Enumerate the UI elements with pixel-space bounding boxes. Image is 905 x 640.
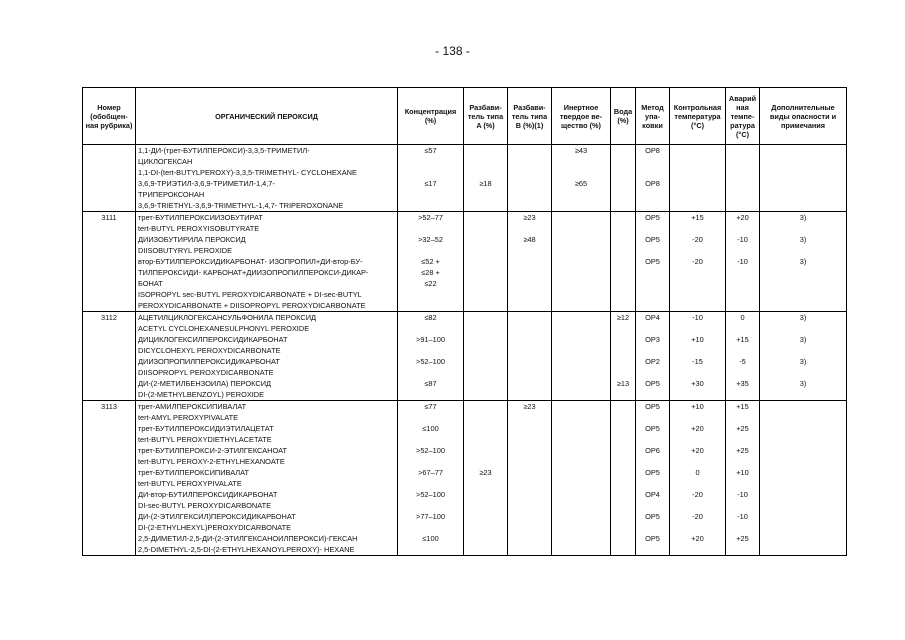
water-cell	[611, 511, 636, 533]
peroxide-name-line: ДИ-(2-ЭТИЛГЕКСИЛ)ПЕРОКСИДИКАРБОНАТ	[138, 512, 296, 521]
peroxide-name-line: 2,5-ДИМЕТИЛ-2,5-ДИ-(2-ЭТИЛГЕКСАНОИЛПЕРОКСИ)-ГЕКСАН	[138, 534, 358, 543]
peroxide-name-cell	[136, 256, 398, 312]
water-cell	[611, 533, 636, 556]
peroxide-name-line: DI-sec-BUTYL PEROXYDICARBONATE	[138, 501, 272, 510]
control-temperature-cell	[670, 178, 726, 212]
un-number-cell	[83, 467, 136, 489]
water-cell	[611, 145, 636, 179]
table-row	[83, 533, 847, 556]
concentration-line: >52–100	[416, 446, 445, 455]
control-temperature-cell: -20	[670, 256, 726, 312]
peroxide-name-cell	[136, 212, 398, 235]
inert-solid-cell	[552, 378, 611, 401]
inert-solid-cell	[552, 489, 611, 511]
un-number-cell: 3113	[83, 401, 136, 424]
table-row	[83, 334, 847, 356]
header-packing-method: Метод упа-ковки	[636, 88, 670, 145]
inert-solid-cell	[552, 467, 611, 489]
peroxide-name-line: ISOPROPYL sec-BUTYL PEROXYDICARBONATE + DI-sec-BUTYL	[138, 290, 362, 299]
peroxide-name-line: DIISOBUTYRYL PEROXIDE	[138, 246, 233, 255]
peroxide-name-line: DI-(2-METHYLBENZOYL) PEROXIDE	[138, 390, 265, 399]
concentration-cell	[398, 312, 464, 335]
diluent-b-cell	[508, 445, 552, 467]
concentration-line: ≤57	[424, 146, 437, 155]
notes-cell: 3)	[760, 356, 847, 378]
table-row	[83, 511, 847, 533]
peroxide-name-line: 3,6,9-TRIETHYL-3,6,9-TRIMETHYL-1,4,7- TRIPEROXONANE	[138, 201, 344, 210]
concentration-line: >67–77	[418, 468, 443, 477]
packing-method-cell: OP4	[636, 312, 670, 335]
peroxide-name-line: DICYCLOHEXYL PEROXYDICARBONATE	[138, 346, 281, 355]
emergency-temperature-cell	[726, 178, 760, 212]
concentration-cell	[398, 445, 464, 467]
peroxide-name-cell	[136, 533, 398, 556]
packing-method-cell: OP5	[636, 401, 670, 424]
notes-cell	[760, 445, 847, 467]
diluent-b-cell: ≥23	[508, 212, 552, 235]
peroxide-name-cell	[136, 234, 398, 256]
diluent-b-cell: ≥48	[508, 234, 552, 256]
un-number-cell	[83, 533, 136, 556]
notes-cell	[760, 511, 847, 533]
inert-solid-cell	[552, 312, 611, 335]
water-cell	[611, 256, 636, 312]
peroxide-name-cell	[136, 178, 398, 212]
notes-cell	[760, 401, 847, 424]
control-temperature-cell: +20	[670, 533, 726, 556]
diluent-a-cell: ≥18	[464, 178, 508, 212]
control-temperature-cell: 0	[670, 467, 726, 489]
control-temperature-cell: +20	[670, 423, 726, 445]
notes-cell: 3)	[760, 378, 847, 401]
peroxide-name-cell	[136, 356, 398, 378]
packing-method-cell: OP5	[636, 256, 670, 312]
peroxide-name-line: PEROXYDICARBONATE + DIISOPROPYL PEROXYDICARBONATE	[138, 301, 366, 310]
emergency-temperature-cell: +20	[726, 212, 760, 235]
emergency-temperature-cell: -10	[726, 234, 760, 256]
inert-solid-cell: ≥65	[552, 178, 611, 212]
concentration-cell	[398, 212, 464, 235]
table-row	[83, 356, 847, 378]
emergency-temperature-cell: -5	[726, 356, 760, 378]
organic-peroxides-table	[82, 87, 847, 556]
concentration-cell	[398, 423, 464, 445]
diluent-a-cell	[464, 234, 508, 256]
diluent-a-cell	[464, 378, 508, 401]
packing-method-cell: OP5	[636, 378, 670, 401]
diluent-b-cell	[508, 356, 552, 378]
diluent-b-cell	[508, 256, 552, 312]
packing-method-cell: OP5	[636, 533, 670, 556]
packing-method-cell: OP5	[636, 212, 670, 235]
notes-cell	[760, 178, 847, 212]
table-row	[83, 234, 847, 256]
un-number-cell	[83, 234, 136, 256]
packing-method-cell: OP6	[636, 445, 670, 467]
emergency-temperature-cell: +25	[726, 423, 760, 445]
peroxide-name-cell	[136, 489, 398, 511]
concentration-line: ≤87	[424, 379, 437, 388]
notes-cell: 3)	[760, 312, 847, 335]
concentration-cell	[398, 533, 464, 556]
control-temperature-cell: +30	[670, 378, 726, 401]
header-concentration: Концентрация (%)	[398, 88, 464, 145]
table-row	[83, 312, 847, 335]
water-cell	[611, 401, 636, 424]
inert-solid-cell: ≥43	[552, 145, 611, 179]
concentration-line: ≤100	[422, 424, 439, 433]
diluent-a-cell	[464, 401, 508, 424]
emergency-temperature-cell: -10	[726, 511, 760, 533]
un-number-cell	[83, 445, 136, 467]
peroxide-name-line: трет-БУТИЛПЕРОКСИДИЭТИЛАЦЕТАТ	[138, 424, 274, 433]
header-control-temperature: Контрольная температура (°C)	[670, 88, 726, 145]
packing-method-cell: OP8	[636, 178, 670, 212]
diluent-b-cell: ≥23	[508, 401, 552, 424]
concentration-cell	[398, 489, 464, 511]
peroxide-name-line: tert-BUTYL PEROXYPIVALATE	[138, 479, 242, 488]
inert-solid-cell	[552, 533, 611, 556]
diluent-b-cell	[508, 178, 552, 212]
inert-solid-cell	[552, 256, 611, 312]
water-cell	[611, 356, 636, 378]
diluent-a-cell	[464, 423, 508, 445]
peroxide-name-line: DIISOPROPYL PEROXYDICARBONATE	[138, 368, 274, 377]
notes-cell	[760, 145, 847, 179]
header-inert-solid: Инертное твердое ве-щество (%)	[552, 88, 611, 145]
table-row	[83, 212, 847, 235]
peroxide-name-cell	[136, 423, 398, 445]
concentration-cell	[398, 334, 464, 356]
notes-cell	[760, 533, 847, 556]
table-row	[83, 378, 847, 401]
peroxide-name-line: 2,5-DIMETHYL-2,5-DI-(2-ETHYLHEXANOYLPEROXY)- HEXANE	[138, 545, 355, 554]
inert-solid-cell	[552, 234, 611, 256]
peroxide-name-line: ДИ-втор-БУТИЛПЕРОКСИДИКАРБОНАТ	[138, 490, 278, 499]
table-row	[83, 445, 847, 467]
water-cell	[611, 334, 636, 356]
un-number-cell	[83, 356, 136, 378]
diluent-b-cell	[508, 378, 552, 401]
peroxide-name-line: tert-AMYL PEROXYPIVALATE	[138, 413, 239, 422]
notes-cell	[760, 489, 847, 511]
concentration-line: ≤52 +	[421, 257, 440, 266]
header-diluent-a: Разбави-тель типа A (%)	[464, 88, 508, 145]
inert-solid-cell	[552, 334, 611, 356]
header-emergency-temperature: Аварий ная темпе-ратура (°C)	[726, 88, 760, 145]
un-number-cell	[83, 178, 136, 212]
peroxide-name-line: ACETYL CYCLOHEXANESULPHONYL PEROXIDE	[138, 324, 310, 333]
concentration-line: >32–52	[418, 235, 443, 244]
peroxide-name-cell	[136, 511, 398, 533]
inert-solid-cell	[552, 212, 611, 235]
inert-solid-cell	[552, 423, 611, 445]
peroxide-name-line: ТРИПЕРОКСОНАН	[138, 190, 205, 199]
water-cell	[611, 178, 636, 212]
header-organic-peroxide: ОРГАНИЧЕСКИЙ ПЕРОКСИД	[136, 88, 398, 145]
concentration-line: ≤100	[422, 534, 439, 543]
un-number-cell	[83, 256, 136, 312]
concentration-line: ≤22	[424, 279, 437, 288]
water-cell: ≥12	[611, 312, 636, 335]
diluent-b-cell	[508, 312, 552, 335]
packing-method-cell: OP5	[636, 423, 670, 445]
emergency-temperature-cell: -10	[726, 256, 760, 312]
diluent-b-cell	[508, 423, 552, 445]
un-number-cell	[83, 423, 136, 445]
emergency-temperature-cell	[726, 145, 760, 179]
table-body	[83, 145, 847, 556]
peroxide-name-line: tert-BUTYL PEROXYDIETHYLACETATE	[138, 435, 272, 444]
header-un-number: Номер (обобщен-ная рубрика)	[83, 88, 136, 145]
control-temperature-cell	[670, 145, 726, 179]
concentration-cell	[398, 378, 464, 401]
diluent-a-cell	[464, 533, 508, 556]
concentration-line: >77–100	[416, 512, 445, 521]
un-number-cell	[83, 378, 136, 401]
control-temperature-cell: +15	[670, 212, 726, 235]
concentration-cell	[398, 356, 464, 378]
concentration-cell	[398, 467, 464, 489]
peroxide-name-line: 3,6,9-ТРИЭТИЛ-3,6,9-ТРИМЕТИЛ-1,4,7-	[138, 179, 275, 188]
notes-cell: 3)	[760, 234, 847, 256]
inert-solid-cell	[552, 445, 611, 467]
control-temperature-cell: -10	[670, 312, 726, 335]
page-number: - 138 -	[435, 44, 470, 58]
peroxide-name-line: втор-БУТИЛПЕРОКСИДИКАРБОНАТ- ИЗОПРОПИЛ+ДИ-втор-БУ-	[138, 257, 363, 266]
peroxide-name-line: 1,1-DI-(tert-BUTYLPEROXY)-3,3,5-TRIMETHYL- CYCLOHEXANE	[138, 168, 357, 177]
diluent-a-cell	[464, 356, 508, 378]
concentration-line: >52–100	[416, 490, 445, 499]
diluent-b-cell	[508, 511, 552, 533]
control-temperature-cell: +20	[670, 445, 726, 467]
diluent-a-cell	[464, 511, 508, 533]
emergency-temperature-cell: +15	[726, 401, 760, 424]
table-row	[83, 178, 847, 212]
control-temperature-cell: +10	[670, 401, 726, 424]
diluent-b-cell	[508, 145, 552, 179]
packing-method-cell: OP8	[636, 145, 670, 179]
inert-solid-cell	[552, 511, 611, 533]
packing-method-cell: OP2	[636, 356, 670, 378]
inert-solid-cell	[552, 401, 611, 424]
control-temperature-cell: -20	[670, 234, 726, 256]
notes-cell: 3)	[760, 212, 847, 235]
diluent-a-cell	[464, 334, 508, 356]
concentration-line: >52–77	[418, 213, 443, 222]
table-row	[83, 423, 847, 445]
water-cell	[611, 423, 636, 445]
peroxide-name-line: ДИ-(2-МЕТИЛБЕНЗОИЛА) ПЕРОКСИД	[138, 379, 272, 388]
emergency-temperature-cell: +25	[726, 533, 760, 556]
peroxide-name-line: ЦИКЛОГЕКСАН	[138, 157, 193, 166]
water-cell	[611, 234, 636, 256]
peroxide-name-line: DI-(2-ETHYLHEXYL)PEROXYDICARBONATE	[138, 523, 292, 532]
packing-method-cell: OP3	[636, 334, 670, 356]
diluent-a-cell	[464, 489, 508, 511]
water-cell	[611, 212, 636, 235]
water-cell	[611, 445, 636, 467]
peroxide-name-line: tert-BUTYL PEROXY-2-ETHYLHEXANOATE	[138, 457, 285, 466]
peroxide-name-line: БОНАТ	[138, 279, 163, 288]
peroxide-name-line: ДИЦИКЛОГЕКСИЛПЕРОКСИДИКАРБОНАТ	[138, 335, 288, 344]
peroxide-name-cell	[136, 334, 398, 356]
emergency-temperature-cell: +35	[726, 378, 760, 401]
table-row	[83, 401, 847, 424]
table-row	[83, 489, 847, 511]
concentration-cell	[398, 178, 464, 212]
peroxide-name-cell	[136, 467, 398, 489]
notes-cell: 3)	[760, 256, 847, 312]
header-row	[83, 88, 847, 145]
emergency-temperature-cell: -10	[726, 489, 760, 511]
diluent-a-cell	[464, 212, 508, 235]
water-cell	[611, 467, 636, 489]
peroxide-name-cell	[136, 445, 398, 467]
concentration-cell	[398, 401, 464, 424]
peroxide-name-line: ДИИЗОПРОПИЛПЕРОКСИДИКАРБОНАТ	[138, 357, 280, 366]
diluent-b-cell	[508, 334, 552, 356]
control-temperature-cell: +10	[670, 334, 726, 356]
control-temperature-cell: -20	[670, 489, 726, 511]
un-number-cell	[83, 511, 136, 533]
diluent-b-cell	[508, 467, 552, 489]
peroxide-name-line: трет-АМИЛПЕРОКСИПИВАЛАТ	[138, 402, 247, 411]
table-row	[83, 467, 847, 489]
emergency-temperature-cell: +25	[726, 445, 760, 467]
peroxide-name-line: ДИИЗОБУТИРИЛА ПЕРОКСИД	[138, 235, 246, 244]
header-subsidiary-risks: Дополнительные виды опасности и примечания	[760, 88, 847, 145]
diluent-b-cell	[508, 533, 552, 556]
concentration-cell	[398, 256, 464, 312]
concentration-line: ≤17	[424, 179, 437, 188]
water-cell	[611, 489, 636, 511]
peroxide-name-cell	[136, 312, 398, 335]
concentration-line: >52–100	[416, 357, 445, 366]
peroxide-name-cell	[136, 145, 398, 179]
water-cell: ≥13	[611, 378, 636, 401]
peroxide-name-cell	[136, 401, 398, 424]
emergency-temperature-cell: +15	[726, 334, 760, 356]
concentration-line: ≤82	[424, 313, 437, 322]
concentration-line: ≤28 +	[421, 268, 440, 277]
peroxide-name-line: 1,1-ДИ-(трет-БУТИЛПЕРОКСИ)-3,3,5-ТРИМЕТИЛ-	[138, 146, 310, 155]
diluent-b-cell	[508, 489, 552, 511]
packing-method-cell: OP4	[636, 489, 670, 511]
peroxide-name-line: АЦЕТИЛЦИКЛОГЕКСАНСУЛЬФОНИЛА ПЕРОКСИД	[138, 313, 317, 322]
peroxide-name-line: трет-БУТИЛПЕРОКСИПИВАЛАТ	[138, 468, 250, 477]
table-row	[83, 256, 847, 312]
emergency-temperature-cell: 0	[726, 312, 760, 335]
notes-cell	[760, 467, 847, 489]
table-row	[83, 145, 847, 179]
un-number-cell	[83, 334, 136, 356]
emergency-temperature-cell: +10	[726, 467, 760, 489]
control-temperature-cell: -15	[670, 356, 726, 378]
packing-method-cell: OP5	[636, 467, 670, 489]
header-diluent-b: Разбави-тель типа B (%)(1)	[508, 88, 552, 145]
un-number-cell	[83, 489, 136, 511]
diluent-a-cell	[464, 312, 508, 335]
notes-cell: 3)	[760, 334, 847, 356]
diluent-a-cell: ≥23	[464, 467, 508, 489]
concentration-line: ≤77	[424, 402, 437, 411]
diluent-a-cell	[464, 445, 508, 467]
peroxide-name-line: трет-БУТИЛПЕРОКСИ-2-ЭТИЛГЕКСАНОАТ	[138, 446, 287, 455]
concentration-cell	[398, 145, 464, 179]
peroxide-name-line: ТИЛПЕРОКСИДИ- КАРБОНАТ+ДИИЗОПРОПИЛПЕРОКСИ-ДИКАР-	[138, 268, 369, 277]
diluent-a-cell	[464, 256, 508, 312]
inert-solid-cell	[552, 356, 611, 378]
packing-method-cell: OP5	[636, 234, 670, 256]
un-number-cell: 3111	[83, 212, 136, 235]
header-water: Вода (%)	[611, 88, 636, 145]
un-number-cell: 3112	[83, 312, 136, 335]
concentration-line: >91–100	[416, 335, 445, 344]
control-temperature-cell: -20	[670, 511, 726, 533]
notes-cell	[760, 423, 847, 445]
peroxide-name-line: tert-BUTYL PEROXYISOBUTYRATE	[138, 224, 260, 233]
concentration-cell	[398, 234, 464, 256]
peroxide-name-line: трет-БУТИЛПЕРОКСИИЗОБУТИРАТ	[138, 213, 263, 222]
un-number-cell	[83, 145, 136, 179]
packing-method-cell: OP5	[636, 511, 670, 533]
peroxide-name-cell	[136, 378, 398, 401]
concentration-cell	[398, 511, 464, 533]
diluent-a-cell	[464, 145, 508, 179]
